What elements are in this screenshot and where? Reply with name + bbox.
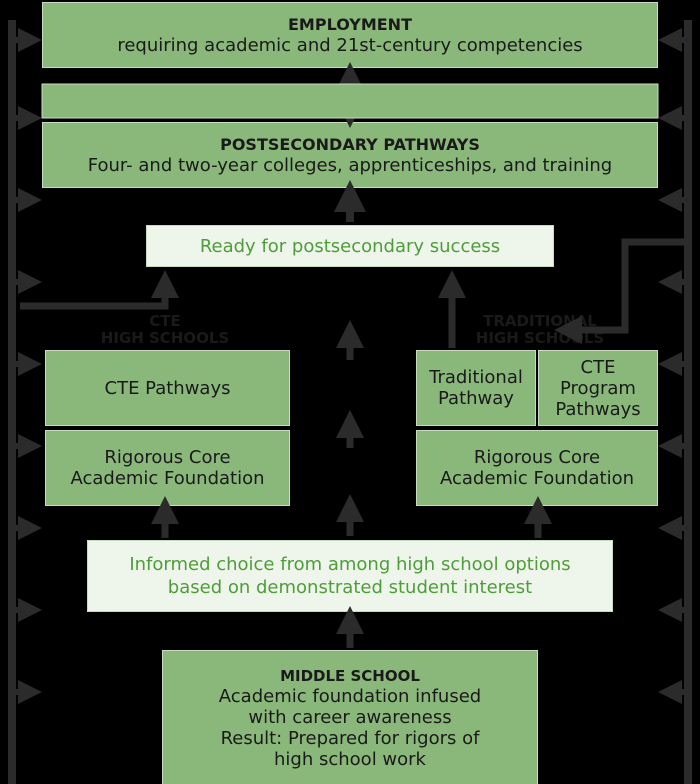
cte-up-arrow	[20, 284, 165, 306]
traditional-core-foundation-label: Rigorous Core Academic Foundation	[439, 447, 635, 489]
cte-core-foundation-label: Rigorous Core Academic Foundation	[70, 447, 265, 489]
traditional-high-schools-header: TRADITIONAL HIGH SCHOOLS	[475, 312, 605, 347]
cte-program-pathways-label: CTE Program Pathways	[555, 356, 641, 420]
postsecondary-title: POSTSECONDARY PATHWAYS	[220, 134, 480, 154]
ready-note-text: Ready for postsecondary success	[199, 235, 501, 257]
cte-program-right-arrow	[568, 242, 688, 330]
postsecondary-subtitle: Four- and two-year colleges, apprenticeships, and training	[87, 154, 613, 176]
employment-subtitle: requiring academic and 21st-century competencies	[117, 34, 583, 56]
cte-pathways-label: CTE Pathways	[104, 377, 231, 399]
cte-high-schools-header: CTE HIGH SCHOOLS	[100, 312, 230, 347]
traditional-pathway-label: Traditional Pathway	[429, 367, 523, 409]
employment-title: EMPLOYMENT	[288, 14, 412, 34]
informed-choice-text: Informed choice from among high school options based on demonstrated student interest	[129, 554, 571, 598]
middle-school-text: Academic foundation infused with career awareness Result: Prepared for rigors of high school work	[218, 685, 482, 770]
employment-echo-band	[42, 84, 658, 118]
middle-school-title: MIDDLE SCHOOL	[280, 666, 420, 685]
